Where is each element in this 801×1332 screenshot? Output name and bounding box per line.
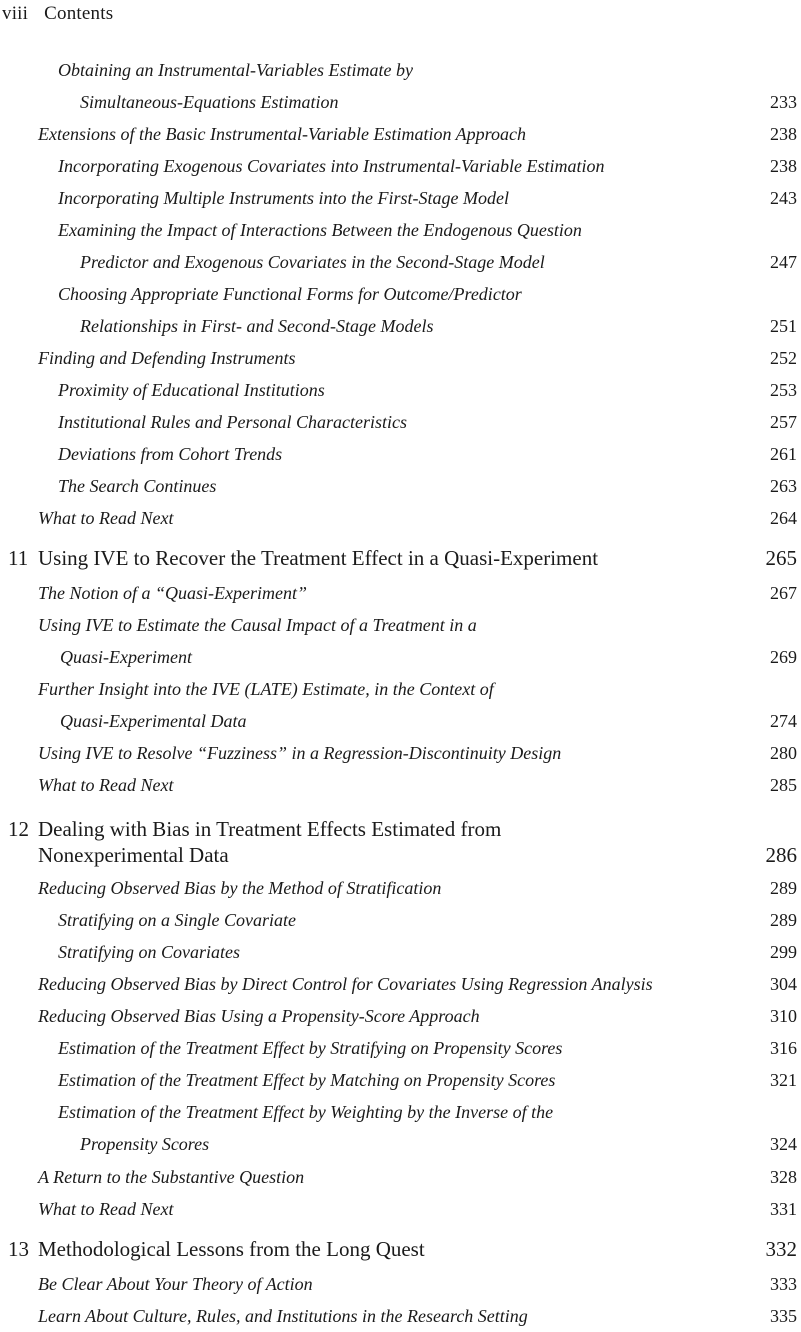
entry-title-line: Methodological Lessons from the Long Quest [38, 1237, 425, 1261]
entry-title [58, 1064, 797, 1096]
entry-page-number: 286 [765, 843, 797, 867]
entry-page-number: 332 [765, 1237, 797, 1261]
entry-page-number: 263 [770, 476, 797, 496]
entry-title-line: Predictor and Exogenous Covariates in the Second-Stage Model [80, 252, 545, 272]
entry-title [58, 904, 797, 936]
entry-page-number: 264 [770, 508, 797, 528]
chapter-entry[interactable] [4, 816, 797, 868]
entry-page-number: 267 [770, 583, 797, 603]
section-entry[interactable] [38, 968, 797, 1000]
section-entry[interactable] [38, 1161, 797, 1193]
entry-page-number: 316 [770, 1038, 797, 1058]
entry-page-number: 299 [770, 942, 797, 962]
entry-title-line: Simultaneous-Equations Estimation [80, 92, 339, 112]
entry-title-line: The Notion of a “Quasi-Experiment” [38, 583, 307, 603]
entry-title-line: What to Read Next [38, 508, 174, 528]
entry-title [38, 769, 797, 801]
entry-page-number: 335 [770, 1306, 797, 1326]
entry-title-line: Relationships in First- and Second-Stage Models [80, 316, 434, 336]
entry-title-line: Stratifying on a Single Covariate [58, 910, 296, 930]
entry-title-line: Propensity Scores [80, 1134, 210, 1154]
entry-page-number: 289 [770, 878, 797, 898]
entry-title-line: Examining the Impact of Interactions Between the Endogenous Question [58, 220, 582, 240]
entry-page-number: 269 [770, 647, 797, 667]
entry-title-line: Finding and Defending Instruments [38, 348, 296, 368]
entry-page-number: 324 [770, 1134, 797, 1154]
entry-title [58, 406, 797, 438]
section-entry[interactable] [38, 609, 797, 673]
section-entry[interactable] [38, 1000, 797, 1032]
section-entry[interactable] [38, 118, 797, 150]
entry-title [38, 118, 797, 150]
entry-title [38, 577, 797, 609]
entry-page-number: 265 [765, 546, 797, 570]
section-entry[interactable] [38, 577, 797, 609]
entry-title [58, 54, 797, 118]
entry-title [4, 816, 797, 868]
subsection-entry[interactable] [58, 1064, 797, 1096]
entry-title [58, 150, 797, 182]
entry-title [38, 502, 797, 534]
entry-title-line: Incorporating Exogenous Covariates into Instrumental-Variable Estimation [58, 156, 605, 176]
entry-title-line: Reducing Observed Bias by Direct Control for Covariates Using Regression Analysis [38, 974, 653, 994]
entry-title-line: Institutional Rules and Personal Characteristics [58, 412, 407, 432]
entry-title-line: Reducing Observed Bias Using a Propensity-Score Approach [38, 1006, 480, 1026]
entry-page-number: 331 [770, 1199, 797, 1219]
entry-page-number: 333 [770, 1274, 797, 1294]
entry-page-number: 261 [770, 444, 797, 464]
entry-page-number: 243 [770, 188, 797, 208]
entry-page-number: 280 [770, 743, 797, 763]
chapter-number: 13 [8, 1237, 29, 1261]
header-page-number: viii [2, 3, 29, 24]
entry-title-line: Dealing with Bias in Treatment Effects Estimated from [38, 817, 502, 841]
entry-title-line: Deviations from Cohort Trends [58, 444, 283, 464]
entry-title-line: Stratifying on Covariates [58, 942, 240, 962]
entry-title [38, 872, 797, 904]
entry-title-line: Choosing Appropriate Functional Forms for Outcome/Predictor [58, 284, 522, 304]
subsection-entry[interactable] [58, 1032, 797, 1064]
subsection-entry[interactable] [58, 936, 797, 968]
subsection-entry[interactable] [58, 406, 797, 438]
entry-title-line: Be Clear About Your Theory of Action [38, 1274, 313, 1294]
subsection-entry[interactable] [58, 278, 797, 342]
entry-title [38, 1000, 797, 1032]
entry-title [38, 968, 797, 1000]
entry-title [38, 1268, 797, 1300]
subsection-entry[interactable] [58, 438, 797, 470]
entry-title [38, 673, 797, 737]
subsection-entry[interactable] [58, 1096, 797, 1160]
entry-page-number: 328 [770, 1167, 797, 1187]
entry-title [58, 278, 797, 342]
entry-title-line: Obtaining an Instrumental-Variables Estimate by [58, 60, 413, 80]
entry-title-line: Extensions of the Basic Instrumental-Variable Estimation Approach [38, 124, 526, 144]
chapter-number: 11 [8, 546, 29, 570]
entry-title [58, 470, 797, 502]
entry-title [38, 342, 797, 374]
entry-title [58, 1096, 797, 1160]
entry-title-line: Using IVE to Resolve “Fuzziness” in a Regression-Discontinuity Design [38, 743, 562, 763]
chapter-entry[interactable] [4, 545, 797, 571]
header-title: Contents [44, 3, 114, 24]
entry-title [38, 737, 797, 769]
entry-title [58, 374, 797, 406]
subsection-entry[interactable] [58, 214, 797, 278]
entry-title-line: A Return to the Substantive Question [38, 1167, 305, 1187]
entry-page-number: 233 [770, 92, 797, 112]
entry-title-line: Using IVE to Estimate the Causal Impact of a Treatment in a [38, 615, 477, 635]
entry-title-line: The Search Continues [58, 476, 217, 496]
entry-page-number: 247 [770, 252, 797, 272]
entry-title [58, 182, 797, 214]
entry-title-line: Reducing Observed Bias by the Method of Stratification [38, 878, 442, 898]
subsection-entry[interactable] [58, 374, 797, 406]
entry-title-line: Estimation of the Treatment Effect by Stratifying on Propensity Scores [58, 1038, 563, 1058]
entry-title-line: Learn About Culture, Rules, and Institutions in the Research Setting [38, 1306, 528, 1326]
subsection-entry[interactable] [58, 182, 797, 214]
section-entry[interactable] [38, 1300, 797, 1332]
entry-page-number: 304 [770, 974, 797, 994]
entry-title [38, 609, 797, 673]
entry-title [58, 936, 797, 968]
entry-page-number: 238 [770, 156, 797, 176]
entry-title-line: Proximity of Educational Institutions [58, 380, 325, 400]
entry-page-number: 274 [770, 711, 797, 731]
entry-page-number: 285 [770, 775, 797, 795]
section-entry[interactable] [38, 502, 797, 534]
subsection-entry[interactable] [58, 470, 797, 502]
entry-title [38, 1300, 797, 1332]
entry-title-line: Estimation of the Treatment Effect by Matching on Propensity Scores [58, 1070, 556, 1090]
entry-title-line: Using IVE to Recover the Treatment Effect in a Quasi-Experiment [38, 546, 599, 570]
section-entry[interactable] [38, 1268, 797, 1300]
section-entry[interactable] [38, 737, 797, 769]
subsection-entry[interactable] [58, 904, 797, 936]
section-entry[interactable] [38, 769, 797, 801]
entry-page-number: 321 [770, 1070, 797, 1090]
entry-title-line: Quasi-Experiment [60, 647, 192, 667]
entry-title-line: Incorporating Multiple Instruments into the First-Stage Model [58, 188, 509, 208]
entry-title [58, 214, 797, 278]
section-entry[interactable] [38, 673, 797, 737]
subsection-entry[interactable] [58, 54, 797, 118]
entry-title [58, 1032, 797, 1064]
entry-page-number: 251 [770, 316, 797, 336]
entry-title-line: What to Read Next [38, 775, 174, 795]
section-entry[interactable] [38, 1193, 797, 1225]
entry-page-number: 257 [770, 412, 797, 432]
entry-title [38, 1161, 797, 1193]
entry-title [38, 1193, 797, 1225]
entry-title [4, 545, 797, 571]
entry-title [58, 438, 797, 470]
entry-page-number: 253 [770, 380, 797, 400]
entry-title-line: Estimation of the Treatment Effect by Weighting by the Inverse of the [58, 1102, 554, 1122]
entry-title-line: Nonexperimental Data [38, 843, 229, 867]
chapter-number: 12 [8, 817, 29, 841]
entry-page-number: 238 [770, 124, 797, 144]
entry-page-number: 289 [770, 910, 797, 930]
chapter-entry[interactable] [4, 1236, 797, 1262]
entry-title-line: Quasi-Experimental Data [60, 711, 247, 731]
section-entry[interactable] [38, 872, 797, 904]
entry-page-number: 252 [770, 348, 797, 368]
entry-title-line: Further Insight into the IVE (LATE) Estimate, in the Context of [38, 679, 494, 699]
subsection-entry[interactable] [58, 150, 797, 182]
entry-title-line: What to Read Next [38, 1199, 174, 1219]
entry-title [4, 1236, 797, 1262]
section-entry[interactable] [38, 342, 797, 374]
entry-page-number: 310 [770, 1006, 797, 1026]
